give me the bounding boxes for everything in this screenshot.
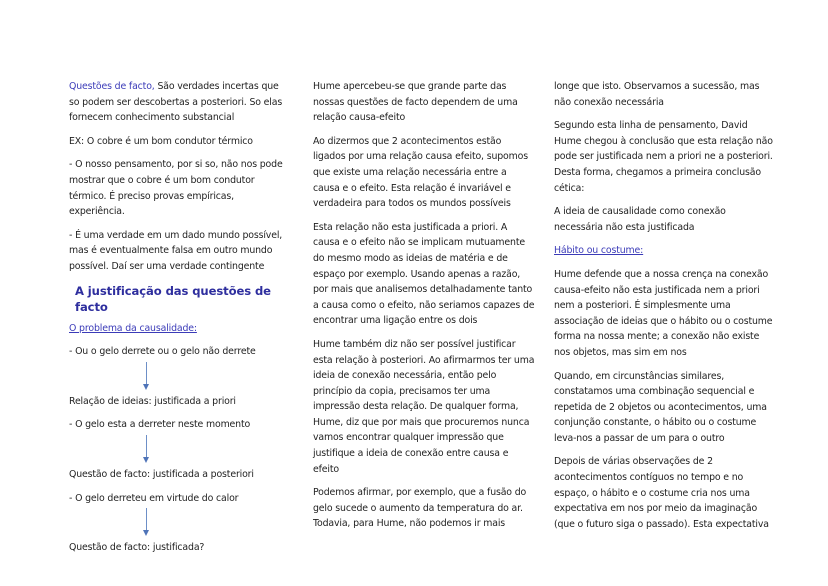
paragraph: Hume defende que a nossa crença na conexão causa-efeito não esta justificada nem a priori nem a posteriori. É simplesmente uma associação de ideias que o hábito ou o costume forma na nossa mente; a conexão não existe nos objetos, mas sim em nos bbox=[554, 268, 773, 358]
column-left bbox=[69, 79, 291, 564]
term-questoes-de-facto: Questões de facto, bbox=[69, 81, 155, 92]
paragraph: Quando, em circunstâncias similares, constatamos uma combinação sequencial e repetida de 2 objetos ou acontecimentos, uma conjunção constante, o hábito ou o costume leva-nos a passar de um para o outro bbox=[554, 370, 767, 444]
paragraph: Hume apercebeu-se que grande parte das nossas questões de facto dependem de uma relação causa-efeito bbox=[313, 81, 518, 124]
subheading-causalidade: O problema da causalidade: bbox=[69, 322, 197, 334]
column-right bbox=[554, 79, 776, 540]
point-paragraph: - O nosso pensamento, por si so, não nos pode mostrar que o cobre é um bom condutor térmico. É preciso provas empíricas, experiência. bbox=[69, 159, 283, 218]
column-middle bbox=[313, 79, 535, 540]
point-paragraph: - É uma verdade em um dado mundo possível, mas é eventualmente falsa em outro mundo possível. Daí ser uma verdade contingente bbox=[69, 229, 283, 272]
intro-paragraph: Questões de facto, São verdades incertas que so podem ser descobertas a posteriori. So elas fornecem conhecimento substancial bbox=[69, 81, 283, 124]
down-arrow-icon bbox=[69, 435, 291, 465]
flow-item: - O gelo derreteu em virtude do calor bbox=[69, 492, 239, 504]
down-arrow-icon bbox=[69, 362, 291, 392]
paragraph: Podemos afirmar, por exemplo, que a fusão do gelo sucede o aumento da temperatura do ar. Todavia, para Hume, não podemos ir mais bbox=[313, 487, 527, 530]
section-heading: A justificação das questões de facto bbox=[75, 283, 271, 314]
paragraph: Esta relação não esta justificada a priori. A causa e o efeito não se implicam mutuamente do mesmo modo as ideias de matéria e de espaço por exemplo. Usando apenas a razão, por mais que analisemos detalhadamente tanto a causa como o efeito, não seriamos capazes de encontrar uma ligação entre os dois bbox=[313, 221, 535, 327]
conclusion-paragraph: A ideia de causalidade como conexão necessária não esta justificada bbox=[554, 206, 726, 233]
subheading-habito: Hábito ou costume: bbox=[554, 245, 644, 257]
paragraph: Ao dizermos que 2 acontecimentos estão ligados por uma relação causa efeito, supomos que existe uma relação necessária entre a causa e o efeito. Esta relação é invariável e verdadeira para todos os mundos possíveis bbox=[313, 135, 528, 210]
paragraph: longe que isto. Observamos a sucessão, mas não conexão necessária bbox=[554, 81, 760, 108]
flow-item: Relação de ideias: justificada a priori bbox=[69, 395, 236, 407]
flow-item: Questão de facto: justificada? bbox=[69, 542, 205, 554]
paragraph: Hume também diz não ser possível justificar esta relação à posteriori. Ao afirmarmos ter uma ideia de conexão necessária, então pelo princípio da copia, precisamos ter uma impressão desta relação. De qualquer forma, Hume, diz que por mais que procuremos nunca vamos encontrar qualquer impressão que justifique a ideia de conexão entre causa e efeito bbox=[313, 338, 535, 475]
flow-item: - Ou o gelo derrete ou o gelo não derrete bbox=[69, 346, 256, 358]
flow-item: - O gelo esta a derreter neste momento bbox=[69, 419, 251, 431]
example-paragraph: EX: O cobre é um bom condutor térmico bbox=[69, 135, 253, 147]
flow-item: Questão de facto: justificada a posteriori bbox=[69, 468, 254, 480]
paragraph: Depois de várias observações de 2 acontecimentos contíguos no tempo e no espaço, o hábito e o costume cria nos uma expectativa em nos por meio da imaginação (que o futuro siga o passado). Esta expectativa bbox=[554, 456, 769, 530]
down-arrow-icon bbox=[69, 508, 291, 538]
paragraph: Segundo esta linha de pensamento, David Hume chegou à conclusão que esta relação não pode ser justificada nem a priori ne a posteriori. Desta forma, chegamos a primeira conclusão cética: bbox=[554, 120, 773, 194]
